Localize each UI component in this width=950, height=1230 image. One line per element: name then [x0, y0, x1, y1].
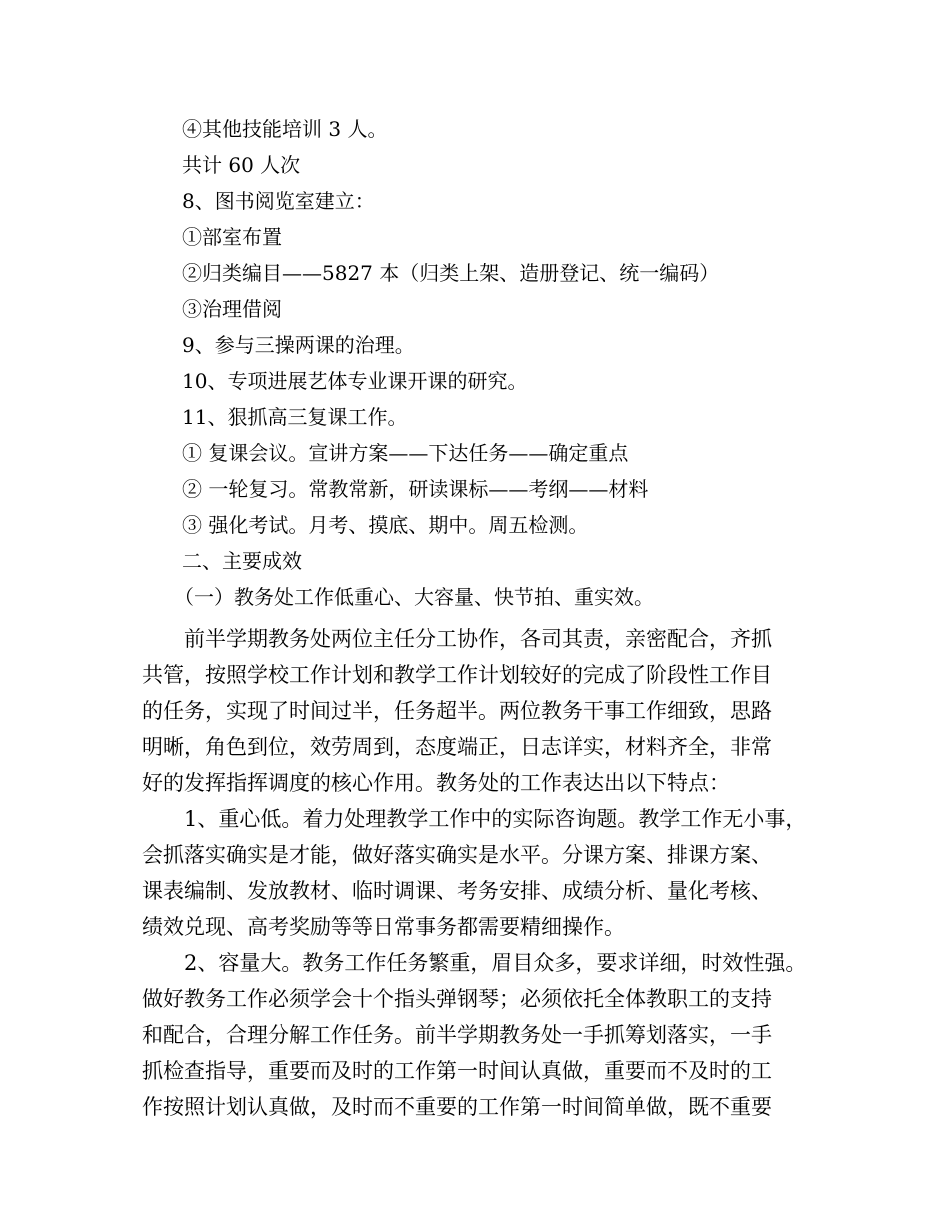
paragraph-line: 2、容量大。教务工作任务繁重，眉目众多，要求详细，时效性强。	[184, 951, 807, 975]
paragraph-line: 会抓落实确实是才能，做好落实确实是水平。分课方案、排课方案、	[142, 843, 772, 867]
paragraph-line: 绩效兑现、高考奖励等等日常事务都需要精细操作。	[142, 915, 625, 939]
subsection-heading-office-work: （一）教务处工作低重心、大容量、快节拍、重实效。	[174, 585, 654, 609]
list-item-review-meeting: ① 复课会议。宣讲方案——下达任务——确定重点	[182, 441, 629, 465]
section-heading-library: 8、图书阅览室建立：	[182, 189, 375, 213]
list-item-first-review: ② 一轮复习。常教常新，研读课标——考纲——材料	[182, 477, 649, 501]
list-item-room-layout: ①部室布置	[182, 225, 282, 249]
paragraph-low-center	[142, 801, 822, 945]
section-heading-arts-courses: 10、专项进展艺体专业课开课的研究。	[182, 369, 528, 393]
paragraph-office-overview	[142, 621, 822, 801]
paragraph-line: 做好教务工作必须学会十个指头弹钢琴；必须依托全体教职工的支持	[142, 987, 772, 1011]
paragraph-line: 和配合，合理分解工作任务。前半学期教务处一手抓筹划落实，一手	[142, 1023, 772, 1047]
paragraph-line: 的任务，实现了时间过半，任务超半。两位教务干事工作细致，思路	[142, 699, 772, 723]
list-item-cataloging: ②归类编目——5827 本（归类上架、造册登记、统一编码）	[182, 261, 720, 285]
section-heading-exercises: 9、参与三操两课的治理。	[182, 333, 415, 357]
paragraph-line: 抓检查指导，重要而及时的工作第一时间认真做，重要而不及时的工	[142, 1059, 772, 1083]
paragraph-line: 好的发挥指挥调度的核心作用。教务处的工作表达出以下特点：	[142, 771, 730, 795]
list-item-skill-training: ④其他技能培训 3 人。	[182, 117, 388, 141]
paragraph-line: 共管，按照学校工作计划和教学工作计划较好的完成了阶段性工作目	[142, 663, 772, 687]
section-heading-results: 二、主要成效	[182, 549, 302, 573]
list-item-lending: ③治理借阅	[182, 297, 282, 321]
list-item-exams: ③ 强化考试。月考、摸底、期中。周五检测。	[182, 513, 589, 537]
paragraph-line: 作按照计划认真做，及时而不重要的工作第一时间简单做，既不重要	[142, 1095, 772, 1119]
total-count-line: 共计 60 人次	[182, 153, 301, 177]
paragraph-line: 1、重心低。着力处理教学工作中的实际咨询题。教学工作无小事，	[184, 807, 807, 831]
paragraph-line: 课表编制、发放教材、临时调课、考务安排、成绩分析、量化考核、	[142, 879, 772, 903]
paragraph-line: 明晰，角色到位，效劳周到，态度端正，日志详实，材料齐全，非常	[142, 735, 772, 759]
section-heading-senior-review: 11、狠抓高三复课工作。	[182, 405, 408, 429]
paragraph-line: 前半学期教务处两位主任分工协作，各司其责，亲密配合，齐抓	[184, 627, 772, 651]
paragraph-large-capacity	[142, 945, 822, 1125]
document-body	[142, 111, 822, 1125]
